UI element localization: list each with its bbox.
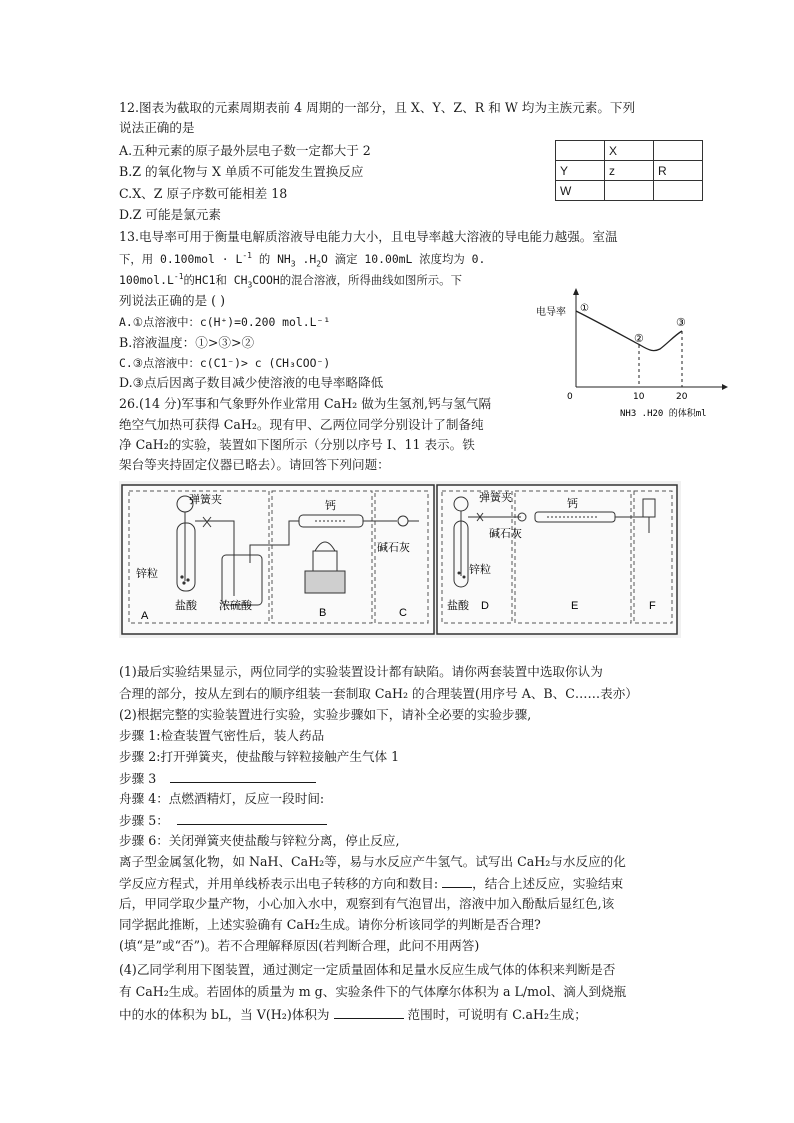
q13-stem-line1: 13.电导率可用于衡量电解质溶液导电能力大小，且电导率越大溶液的导电能力越强。室温 — [119, 229, 618, 244]
apparatus-figure — [119, 481, 681, 638]
q26-part3-line2: 学反应方程式，并用单线桥表示出电子转移的方向和数目: ，结合上述反应，实验结束 — [119, 876, 624, 891]
label-h2so4: 浓硫酸 — [219, 599, 252, 612]
graph-ylabel: 电导率 — [536, 307, 566, 318]
q13-option-a: A.①点溶液中：c(H⁺)=0.200 mol.L⁻¹ — [119, 315, 331, 329]
q26-step2: 步骤 2:打开弹簧夹，使盐酸与锌粒接触产生气体 1 — [119, 749, 400, 764]
pt-cell — [654, 181, 703, 201]
apparatus-I-frame — [122, 485, 434, 634]
q26-part3-line5: (填“是”或“否”)。若不合理解释原因(若判断合理，此问不用两答) — [119, 938, 480, 953]
point-2-label: ② — [634, 332, 644, 345]
y-axis-arrow — [573, 288, 579, 295]
q12-option-a: A.五种元素的原子最外层电子数一定都大于 2 — [119, 143, 371, 158]
conductivity-graph — [530, 285, 740, 425]
q26-intro-line1: 26.(14 分)军事和气象野外作业常用 CaH₂ 做为生氢剂,钙与氢气隔 — [119, 396, 492, 411]
label-F: F — [649, 600, 656, 612]
tick-20: 20 — [676, 392, 688, 402]
tick-10: 10 — [633, 392, 645, 402]
q12-option-b: B.Z 的氧化物与 X 单质不可能发生置换反应 — [119, 164, 364, 179]
q26-part1-line2: 合理的部分，按从左到右的顺序组装一套制取 CaH₂ 的合理装置(用序号 A、B、C……表亦） — [119, 686, 638, 701]
point-3-label: ③ — [676, 316, 686, 329]
pt-cell: z — [605, 161, 654, 181]
step3-blank[interactable] — [170, 770, 316, 783]
q26-intro-line4: 架台等夹持固定仪器已略去）。请回答下列问题： — [119, 457, 390, 472]
label-hcl-1: 盐酸 — [175, 599, 197, 612]
pt-cell — [605, 181, 654, 201]
label-sodalime-1: 碱石灰 — [377, 541, 410, 554]
q26-part2: (2)根据完整的实验装置进行实验，实验步骤如下，请补全必要的实验步骤, — [119, 707, 532, 722]
q26-intro-line2: 绝空气加热可获得 CaH₂。现有甲、乙两位同学分别设计了制备纯 — [119, 417, 484, 432]
label-B: B — [319, 607, 327, 619]
q26-part1-line1: (1)最后实验结果显示，两位同学的实验装置设计都有缺陷。请你两套装置中选取你认为 — [119, 664, 603, 679]
pt-cell: Y — [556, 161, 605, 181]
q13-option-b: B.溶液温度：①>③>② — [119, 335, 255, 350]
q26-part4-line2: 有 CaH₂生成。若固体的质量为 m g、实验条件下的气体摩尔体积为 a L/mol、滴人到烧瓶 — [119, 984, 627, 999]
q26-part4-line3: 中的水的体积为 bL，当 V(H₂)体积为 范围时，可说明有 C.aH₂生成； — [119, 1007, 587, 1022]
conductivity-curve — [576, 311, 682, 351]
q13-stem-line3: $100mol.L^{-1}$的HC1和 $CH_3COOH$的混合溶液，所得曲线如图所示。下 — [119, 272, 462, 290]
pt-cell: R — [654, 161, 703, 181]
graph-origin: 0 — [567, 392, 573, 402]
q26-part4-line1: (4)乙同学利用下图装置，通过测定一定质量固体和足量水反应生成气体的体积来判断是否 — [119, 962, 616, 977]
q26-part3-line3: 后，甲同学取少量产物，小心加入水中，观察到有气泡冒出，溶液中加入酚酞后显红色,该 — [119, 896, 615, 911]
label-A: A — [141, 610, 149, 622]
q13-stem-line2: 下，用 $0.100mol \cdot L^{-1}$ 的 $NH_3$ $.H_2O$ 滴定 10.00mL 浓度均为 0. — [119, 251, 486, 269]
apparatus-II-frame — [437, 485, 677, 634]
point-1-label: ① — [580, 303, 589, 314]
q12-option-d: D.Z 可能是氯元素 — [119, 207, 221, 222]
q26-step6: 步骤 6：关闭弹簧夹使盐酸与锌粒分离，停止反应, — [119, 833, 400, 848]
graph-xlabel: NH3 .H20 的体积ml — [620, 409, 707, 419]
q12-stem-line1: 12.图表为截取的元素周期表前 4 周期的一部分，且 X、Y、Z、R 和 W 均为主族元素。下列 — [119, 100, 636, 115]
pt-cell — [654, 141, 703, 161]
label-calcium-1: 钙 — [325, 499, 336, 512]
q26-intro-line3: 净 CaH₂的实验，装置如下图所示（分别以序号 I、11 表示。铁 — [119, 437, 475, 452]
label-E: E — [571, 600, 579, 612]
pt-cell — [556, 141, 605, 161]
pt-cell: X — [605, 141, 654, 161]
q12-option-c: C.X、Z 原子序数可能相差 18 — [119, 186, 288, 201]
step5-blank[interactable] — [177, 812, 327, 825]
label-zinc-2: 锌粒 — [469, 563, 491, 576]
label-zinc-1: 锌粒 — [136, 567, 158, 580]
q26-step4: 舟骤 4：点燃酒精灯，反应一段时间: — [119, 791, 325, 806]
q26-step5: 步骤 5： — [119, 812, 327, 829]
q13-stem-line4: 列说法正确的是 ( ) — [119, 293, 225, 308]
q26-part3-line1: 离子型金属氢化物，如 NaH、CaH₂等，易与水反应产牛氢气。试写出 CaH₂与水反应的化 — [119, 854, 626, 869]
label-spring-clip-2: 弹簧夹 — [479, 491, 512, 504]
equation-blank[interactable] — [442, 875, 472, 888]
label-calcium-2: 钙 — [567, 497, 578, 510]
q26-step3: 步骤 3 — [119, 770, 316, 787]
q13-option-d: D.③点后因离子数目减少使溶液的电导率略降低 — [119, 375, 384, 390]
q26-step1: 步骤 1:检查装置气密性后，装人药品 — [119, 728, 325, 743]
label-D: D — [481, 600, 489, 612]
label-C: C — [399, 607, 407, 619]
q12-stem-line2: 说法正确的是 — [119, 120, 195, 135]
q13-option-c: C.③点溶液中：c(C1⁻)> c (CH₃COO⁻) — [119, 356, 331, 370]
label-hcl-2: 盐酸 — [447, 599, 469, 612]
q26-part3-line4: 同学据此推断，上述实验确有 CaH₂生成。请你分析该同学的判断是否合理? — [119, 917, 541, 932]
label-sodalime-2: 碱石灰 — [489, 527, 522, 540]
volume-range-blank[interactable] — [334, 1006, 404, 1019]
periodic-table-fragment — [555, 140, 703, 201]
x-axis-arrow — [722, 384, 728, 390]
pt-cell: W — [556, 181, 605, 201]
label-spring-clip-1: 弹簧夹 — [189, 493, 222, 506]
